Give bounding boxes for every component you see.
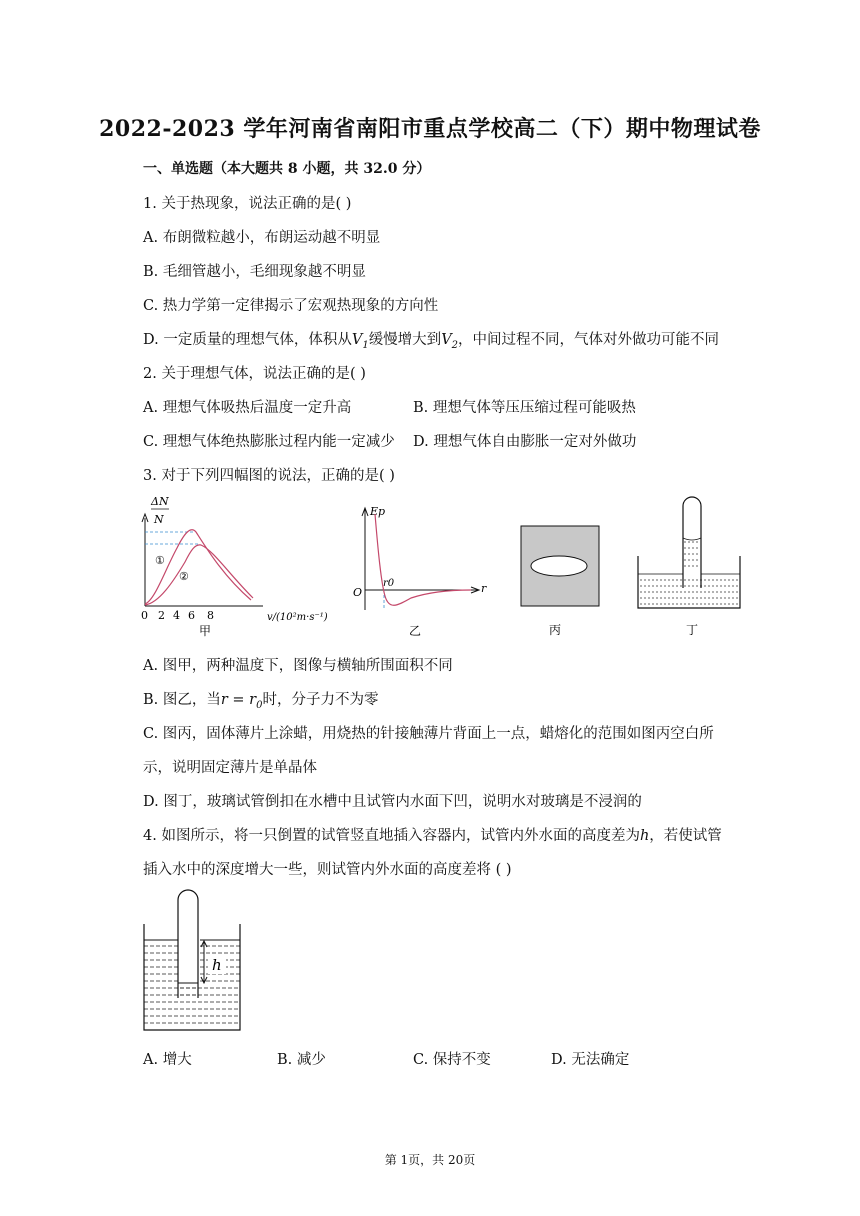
q3-option-a: A. 图甲，两种温度下，图像与横轴所围面积不同 [143,658,453,674]
yi-xlabel: r [481,582,487,595]
q1-d-text-1: D. 一定质量的理想气体，体积从 [143,332,352,348]
jia-tick-6: 6 [188,609,195,622]
jia-tick-0: 0 [141,609,148,622]
figure-yi [345,500,495,640]
v1-symbol: $V_1$ [351,332,369,351]
q4-h-label: h [212,956,222,974]
curve-2-label: ② [179,570,189,583]
q1-option-d [143,328,719,351]
q3-option-b: B. 图乙，当$r = r_0$时，分子力不为零 [143,692,379,711]
bing-caption: 丙 [549,623,562,637]
q1-option-c: C. 热力学第一定律揭示了宏观热现象的方向性 [143,298,439,314]
q2-option-b: B. 理想气体等压压缩过程可能吸热 [413,400,636,416]
jia-caption: 甲 [199,624,212,638]
figure-q4 [140,884,250,1034]
yi-ylabel: Ep [370,505,386,518]
q1-option-a: A. 布朗微粒越小，布朗运动越不明显 [143,230,381,246]
q3-b-text-2: 时，分子力不为零 [262,692,379,708]
q4-stem-line2: 插入水中的深度增大一些，则试管内外水面的高度差将 ( ) [143,862,512,878]
q2-option-c: C. 理想气体绝热膨胀过程内能一定减少 [143,434,395,450]
q1-option-b: B. 毛细管越小，毛细现象越不明显 [143,264,366,280]
q2-option-d: D. 理想气体自由膨胀一定对外做功 [413,434,637,450]
q2-stem: 2. 关于理想气体，说法正确的是( ) [143,366,366,382]
q3-option-d: D. 图丁，玻璃试管倒扣在水槽中且试管内水面下凹，说明水对玻璃是不浸润的 [143,794,642,810]
jia-xlabel: v/(10²m·s⁻¹) [267,612,328,623]
q4-option-b: B. 减少 [277,1052,326,1068]
curve-1-label: ① [155,554,165,567]
yi-r0: r0 [383,578,395,589]
q4-option-d: D. 无法确定 [551,1052,630,1068]
jia-ylabel-bottom: N [154,513,164,526]
q3-option-c-line1: C. 图丙，固体薄片上涂蜡，用烧热的针接触薄片背面上一点，蜡熔化的范围如图丙空白所 [143,726,714,742]
h-symbol: h [639,828,650,844]
jia-tick-2: 2 [158,609,165,622]
section-heading: 一、单选题（本大题共 8 小题，共 32.0 分） [143,161,431,177]
figure-ding [630,496,750,640]
q3-b-text-1: B. 图乙，当 [143,692,221,708]
q4-option-a: A. 增大 [143,1052,192,1068]
page-footer: 第 1页，共 20页 [384,1153,476,1167]
q4-option-c: C. 保持不变 [413,1052,491,1068]
figure-bing [515,520,605,640]
q1-d-text-3: ，中间过程不同，气体对外做功可能不同 [458,332,720,348]
q4-stem-line1 [143,824,722,845]
q2-option-a: A. 理想气体吸热后温度一定升高 [143,400,352,416]
q3-option-c-line2: 示，说明固定薄片是单晶体 [143,760,317,776]
jia-tick-8: 8 [207,609,214,622]
jia-tick-4: 4 [173,609,180,622]
figure-jia [133,490,343,640]
page-title: 2022-2023 学年河南省南阳市重点学校高二（下）期中物理试卷 [99,116,761,142]
q1-stem: 1. 关于热现象，说法正确的是( ) [143,196,352,212]
ding-caption: 丁 [686,623,699,637]
jia-ylabel-top: ΔN [151,495,169,508]
r-equation: r = r [220,692,257,708]
v2-symbol: $V_2$ [441,332,459,351]
q4-stem-text-1: 4. 如图所示，将一只倒置的试管竖直地插入容器内，试管内外水面的高度差为 [143,828,640,844]
yi-caption: 乙 [409,624,422,638]
q3-stem: 3. 对于下列四幅图的说法，正确的是( ) [143,468,395,484]
q1-d-text-2: 缓慢增大到 [368,332,442,348]
q4-stem-text-2: ，若使试管 [649,828,722,844]
yi-origin: O [353,586,363,599]
